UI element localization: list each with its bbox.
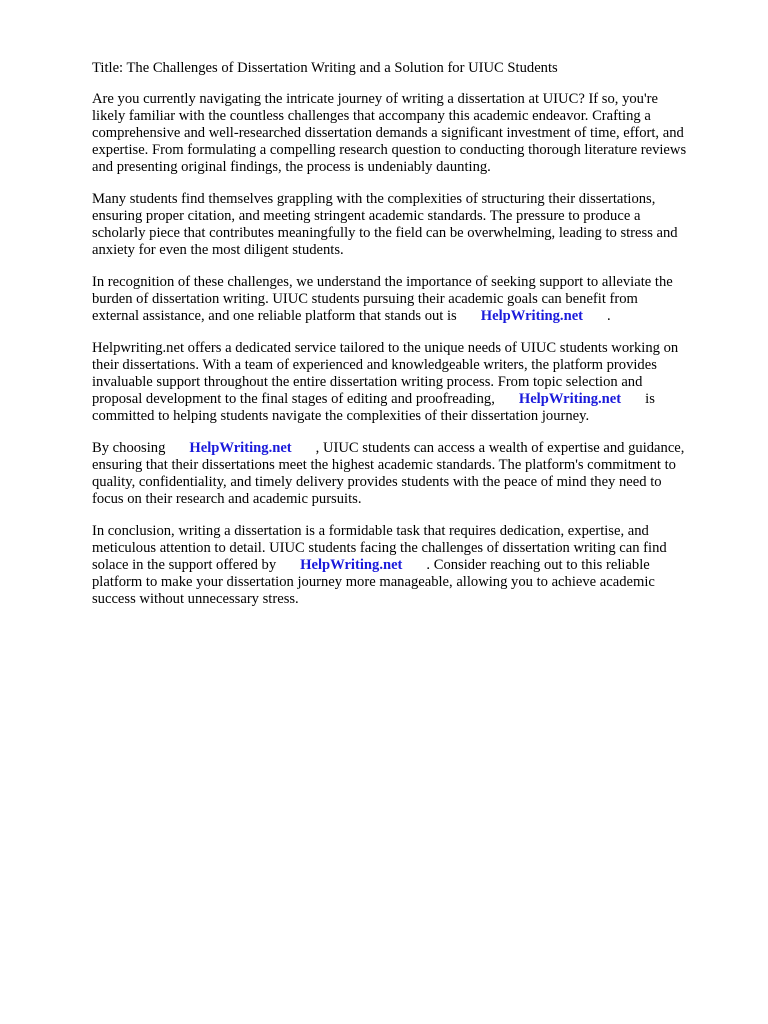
text-segment: solace in the support offered by <box>92 557 277 573</box>
text-line: focus on their research and academic pursuits. <box>92 491 362 507</box>
text-segment: external assistance, and one reliable platform that stands out is <box>92 308 457 324</box>
text-segment: is <box>645 391 655 407</box>
paragraph-choosing <box>92 440 732 508</box>
text-line <box>92 391 732 408</box>
text-segment: , UIUC students can access a wealth of expertise and guidance, <box>315 440 685 456</box>
text-segment: . Consider reaching out to this reliable <box>426 557 650 573</box>
text-line: success without unnecessary stress. <box>92 591 299 607</box>
document-page <box>92 60 732 623</box>
text-line: ensuring proper citation, and meeting stringent academic standards. The pressure to produce a <box>92 208 641 224</box>
helpwriting-link[interactable]: HelpWriting.net <box>300 557 403 573</box>
text-line: likely familiar with the countless challenges that accompany this academic endeavor. Crafting a <box>92 108 651 124</box>
text-line: Many students find themselves grappling with the complexities of structuring their dissertations, <box>92 191 656 207</box>
text-line: platform to make your dissertation journey more manageable, allowing you to achieve academic <box>92 574 655 590</box>
paragraph-service <box>92 340 732 425</box>
helpwriting-link[interactable]: HelpWriting.net <box>480 308 584 324</box>
text-segment: proposal development to the final stages of editing and proofreading, <box>92 391 495 407</box>
text-line: burden of dissertation writing. UIUC students pursuing their academic goals can benefit from <box>92 291 638 307</box>
text-line: expertise. From formulating a compelling research question to conducting thorough literature reviews <box>92 142 687 158</box>
text-line: In conclusion, writing a dissertation is a formidable task that requires dedication, expertise, and <box>92 523 649 539</box>
paragraph-conclusion <box>92 523 732 608</box>
paragraph-challenges <box>92 191 732 259</box>
text-line: their dissertations. With a team of experienced and knowledgeable writers, the platform provides <box>92 357 657 373</box>
text-line <box>92 308 732 325</box>
text-line: committed to helping students navigate the complexities of their dissertation journey. <box>92 408 590 424</box>
text-line: In recognition of these challenges, we understand the importance of seeking support to alleviate the <box>92 274 673 290</box>
text-line: and presenting original findings, the process is undeniably daunting. <box>92 159 491 175</box>
text-line <box>92 557 732 574</box>
text-segment: By choosing <box>92 440 166 456</box>
text-line: Are you currently navigating the intricate journey of writing a dissertation at UIUC? If so, you're <box>92 91 658 107</box>
text-line: meticulous attention to detail. UIUC students facing the challenges of dissertation writing can find <box>92 540 667 556</box>
text-segment: . <box>607 308 611 324</box>
text-line: scholarly piece that contributes meaningfully to the field can be overwhelming, leading to stress and <box>92 225 678 241</box>
text-line: quality, confidentiality, and timely delivery provides students with the peace of mind they need to <box>92 474 662 490</box>
helpwriting-link[interactable]: HelpWriting.net <box>189 440 292 456</box>
paragraph-recognition <box>92 274 732 325</box>
text-line: Helpwriting.net offers a dedicated service tailored to the unique needs of UIUC students working on <box>92 340 679 356</box>
paragraph-intro <box>92 91 732 176</box>
text-line: ensuring that their dissertations meet the highest academic standards. The platform's commitment to <box>92 457 676 473</box>
text-line <box>92 440 732 457</box>
text-line: anxiety for even the most diligent students. <box>92 242 344 258</box>
helpwriting-link[interactable]: HelpWriting.net <box>518 391 622 407</box>
text-line: comprehensive and well-researched dissertation demands a significant investment of time, effort, and <box>92 125 684 141</box>
document-title: Title: The Challenges of Dissertation Writing and a Solution for UIUC Students <box>92 60 558 76</box>
text-line: invaluable support throughout the entire dissertation writing process. From topic selection and <box>92 374 643 390</box>
